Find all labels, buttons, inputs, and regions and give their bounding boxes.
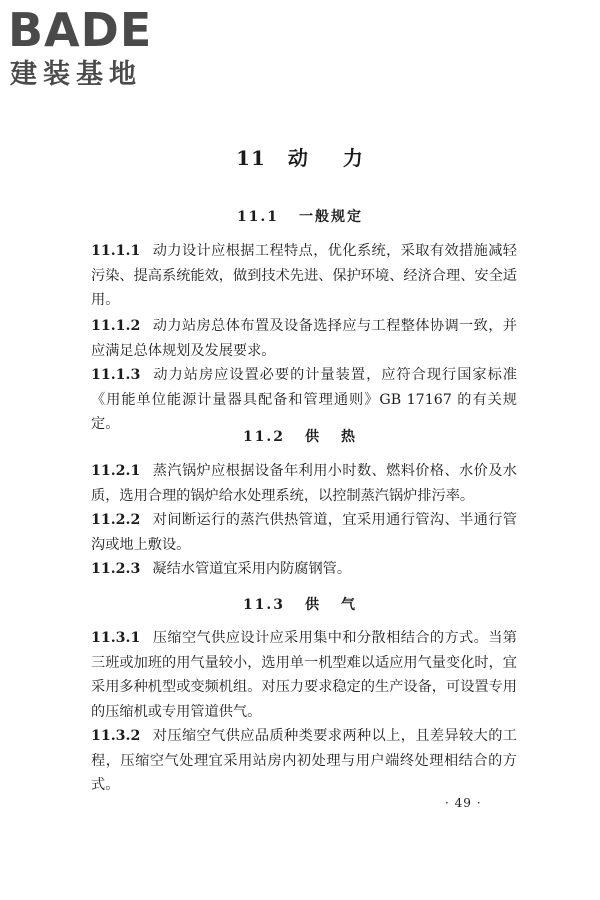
- page-number: · 49 ·: [445, 796, 482, 810]
- clause-text: 对压缩空气供应品质种类要求两种以上，且差异较大的工程，压缩空气处理宜采用站房内初处理与用户端终处理相结合的方式。: [91, 728, 517, 793]
- section-title-11-3: [0, 594, 600, 614]
- section-number: 11.1: [236, 209, 280, 225]
- clause-number: 11.1.3: [91, 367, 141, 383]
- clause-11-2-3: [91, 557, 517, 582]
- chapter-number: 11: [236, 146, 266, 170]
- clause-text: 压缩空气供应设计应采用集中和分散相结合的方式。当第三班或加班的用气量较小，选用单一机型难以适应用气量变化时，宜采用多种机型或变频机组。对压力要求稳定的生产设备，可设置专用的压缩机或专用管道供气。: [91, 630, 517, 720]
- section-title-char-2: 气: [341, 597, 358, 613]
- clause-11-2-2: [91, 508, 517, 557]
- section-title-11-1: [0, 206, 600, 226]
- section-number: 11.3: [242, 597, 286, 613]
- section-title-11-2: [0, 426, 600, 446]
- clause-text: 动力站房总体布置及设备选择应与工程整体协调一致，并应满足总体规划及发展要求。: [91, 318, 517, 359]
- chapter-title-char-2: 力: [342, 146, 364, 170]
- clause-number: 11.2.3: [91, 561, 141, 577]
- clause-11-1-2: [91, 314, 517, 363]
- clause-number: 11.1.1: [91, 243, 141, 259]
- clause-11-2-1: [91, 459, 517, 508]
- clause-number: 11.2.2: [91, 512, 141, 528]
- clause-text: 对间断运行的蒸汽供热管道，宜采用通行管沟、半通行管沟或地上敷设。: [91, 512, 517, 553]
- section-title-char-2: 热: [341, 429, 358, 445]
- chapter-title: [0, 142, 600, 171]
- section-title-char-1: 供: [305, 429, 322, 445]
- clause-number: 11.2.1: [91, 463, 141, 479]
- clause-text: 凝结水管道宜采用内防腐钢管。: [152, 561, 352, 577]
- clause-11-3-2: [91, 724, 517, 798]
- clause-text: 蒸汽锅炉应根据设备年利用小时数、燃料价格、水价及水质，选用合理的锅炉给水处理系统，以控制蒸汽锅炉排污率。: [91, 463, 517, 504]
- clause-number: 11.3.1: [91, 630, 141, 646]
- publisher-logo: [6, 4, 176, 94]
- chapter-title-char-1: 动: [287, 146, 309, 170]
- clause-11-1-1: [91, 239, 517, 313]
- logo-subtitle: 建装基地: [10, 59, 142, 90]
- clause-text: 动力站房应设置必要的计量装置，应符合现行国家标准《用能单位能源计量器具配备和管理通则》GB 17167 的有关规定。: [91, 367, 517, 432]
- section-title-text: 一般规定: [299, 209, 364, 225]
- logo-title: BADE: [8, 3, 153, 57]
- clause-number: 11.3.2: [91, 728, 141, 744]
- section-number: 11.2: [242, 429, 286, 445]
- clause-text: 动力设计应根据工程特点，优化系统，采取有效措施减轻污染、提高系统能效，做到技术先进、保护环境、经济合理、安全适用。: [91, 243, 517, 308]
- section-title-char-1: 供: [305, 597, 322, 613]
- clause-number: 11.1.2: [91, 318, 141, 334]
- clause-11-3-1: [91, 626, 517, 724]
